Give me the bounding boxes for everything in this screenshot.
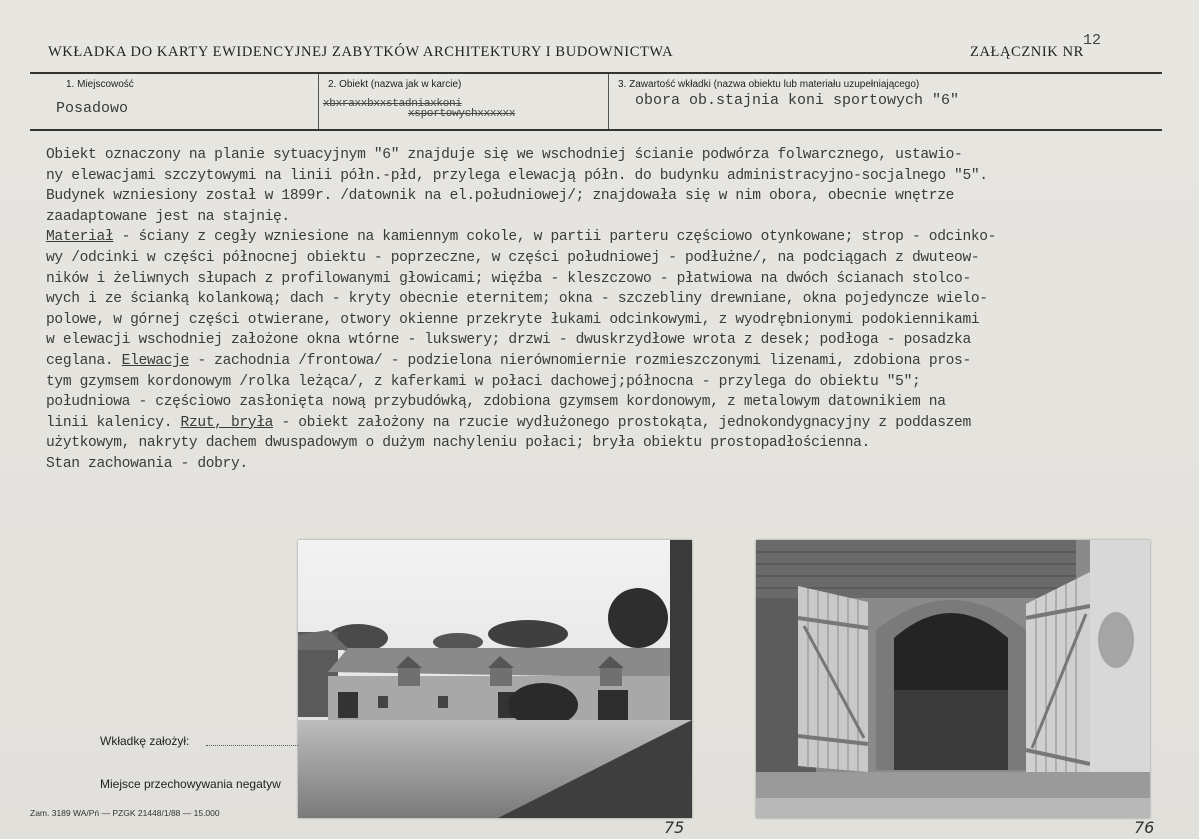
description-segment: - obiekt założony na rzucie wydłużonego prostokąta, jednokondygnacyjny z poddaszem [273, 414, 971, 431]
field-divider-1 [318, 74, 319, 129]
description-line [46, 289, 1186, 310]
description-segment: użytkowym, nakryty dachem dwuspadowym o dużym nachyleniu połaci; bryła obiektu prostopadłościenna. [46, 435, 870, 452]
created-by-label: Wkładkę założył: [100, 734, 190, 748]
description-line [46, 392, 1186, 413]
annex-label: ZAŁĄCZNIK NR [970, 44, 1084, 60]
field-2-value-struck-2: xsportowychxxxxxx [408, 108, 516, 120]
description-segment: ników i żeliwnych słupach z profilowanymi głowicami; więźba - kleszczowo - płatwiowa na dwóch ścianach stolco- [46, 270, 971, 287]
field-3-label: 3. Zawartość wkładki (nazwa obiektu lub materiału uzupełniającego) [618, 79, 920, 90]
description-line [46, 330, 1186, 351]
description-text [46, 145, 1186, 475]
description-line [46, 310, 1186, 331]
description-segment: Budynek wzniesiony został w 1899r. /datownik na el.południowej/; znajdowała się w nim obora, obecnie wnętrze [46, 188, 955, 205]
photo-1-number: 75 [664, 818, 685, 837]
section-heading: Elewacje [121, 352, 189, 369]
annex-number: 12 [1083, 32, 1102, 49]
created-by-line [206, 744, 298, 746]
photo-gate-entrance [756, 540, 1150, 818]
description-line [46, 207, 1186, 228]
field-1-value: Posadowo [56, 100, 129, 117]
description-segment: polowe, w górnej części otwierane, otwory okienne przekryte łukami odcinkowymi, z wyodrębnionymi podokiennikami [46, 311, 980, 328]
description-segment: zaadaptowane jest na stajnię. [46, 208, 290, 225]
section-heading: Materiał [46, 229, 114, 246]
field-1-label: 1. Miejscowość [66, 79, 134, 90]
description-segment: południowa - częściowo zasłonięta nową przybudówką, zdobiona gzymsem kordonowym, z metalowym datownikiem na [46, 394, 946, 411]
photo-building-exterior [298, 540, 692, 818]
description-segment: Obiekt oznaczony na planie sytuacyjnym "6" znajduje się we wschodniej ścianie podwórza folwarcznego, ustawio- [46, 147, 963, 163]
description-line [46, 372, 1186, 393]
form-title: WKŁADKA DO KARTY EWIDENCYJNEJ ZABYTKÓW ARCHITEKTURY I BUDOWNICTWA [48, 44, 674, 60]
field-3-value: obora ob.stajnia koni sportowych "6" [635, 92, 960, 109]
description-line [46, 145, 1186, 166]
description-segment: wych i ze ścianką kolankową; dach - kryty obecnie eternitem; okna - szczebliny drewniane, okna pojedyncze wielo- [46, 291, 988, 308]
description-segment: - ściany z cegły wzniesione na kamiennym cokole, w partii parteru częściowo otynkowane; strop - odcinko- [113, 229, 997, 246]
field-divider-2 [608, 74, 609, 129]
description-segment: ny elewacjami szczytowymi na linii półn.-płd, przylega elewacją półn. do budynku administracyjno-socjalnego "5". [46, 167, 988, 184]
description-line [46, 433, 1186, 454]
description-line [46, 413, 1186, 434]
description-line [46, 227, 1186, 248]
description-segment: tym gzymsem kordonowym /rolka leżąca/, z kaferkami w połaci dachowej;północna - przylega do obiektu "5"; [46, 373, 921, 390]
header-rule-top [30, 72, 1162, 74]
description-line [46, 351, 1186, 372]
description-line [46, 166, 1186, 187]
description-segment: wy /odcinki w części północnej obiektu - poprzeczne, w części południowej - podłużne/, na podciągach z dwuteow- [46, 249, 980, 266]
field-2-value-struck-1: xbxraxxbxxstadniaxkoni [323, 98, 462, 110]
description-line [46, 454, 1186, 475]
description-segment: ceglana. [46, 352, 122, 369]
header-rule-bottom [30, 129, 1162, 131]
description-segment: - zachodnia /frontowa/ - podzielona nierównomiernie rozmieszczonymi lizenami, zdobiona pros- [188, 352, 971, 369]
description-line [46, 269, 1186, 290]
description-line [46, 186, 1186, 207]
description-segment: Stan zachowania - dobry. [46, 455, 248, 472]
section-heading: Rzut, bryła [180, 414, 274, 431]
description-segment: w elewacji wschodniej założone okna wtórne - lukswery; drzwi - dwuskrzydłowe wrota z desek; podłoga - posadzka [46, 332, 971, 349]
print-note: Zam. 3189 WA/Pń — PZGK 21448/1/88 — 15.000 [30, 808, 220, 818]
description-line [46, 248, 1186, 269]
negatives-location-label: Miejsce przechowywania negatyw [100, 777, 281, 791]
photo-2-number: 76 [1134, 818, 1155, 837]
description-segment: linii kalenicy. [46, 414, 181, 431]
field-2-label: 2. Obiekt (nazwa jak w karcie) [328, 79, 462, 90]
